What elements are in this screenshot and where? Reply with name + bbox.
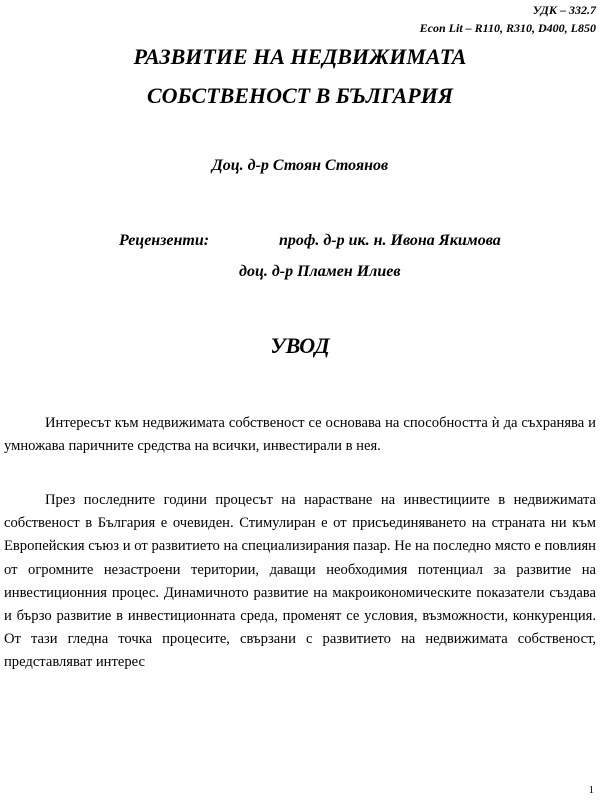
page-number: 1 [588, 784, 594, 796]
title-line-1: РАЗВИТИЕ НА НЕДВИЖИМАТА [133, 44, 467, 69]
title-line-2: СОБСТВЕНОСТ В БЪЛГАРИЯ [147, 83, 453, 108]
section-heading: УВОД [270, 333, 330, 358]
author: Доц. д-р Стоян Стоянов [211, 157, 389, 174]
reviewer-2: доц. д-р Пламен Илиев [239, 263, 401, 280]
paragraph-2: През последните години процесът на нарастване на инвестициите в недвижимата собственост в България е очевиден. Стимулиран е от присъединяването на страната ни към Европейския съюз и от развитието на специализирания пазар. Не на последно място е повлиян от огромните незастроени територии, даващи необходимия потенциал за развитие на инвестиционния процес. Динамичното развитие на макроикономическите показатели създава и бързо развитие в инвестиционната среда, променят се условия, възможности, конкуренция. От тази гледна точка процесите, свързани с развитието на недвижимата собственост, представляват интерес [4, 492, 596, 671]
paragraph-1: Интересът към недвижимата собственост се основава на способността ѝ да съхранява и умножава паричните средства на всички, инвестирали в нея. [4, 415, 596, 455]
reviewers-label: Рецензенти: [119, 232, 210, 249]
udk-code: УДК – 332.7 [532, 3, 596, 17]
reviewer-1: проф. д-р ик. н. Ивона Якимова [279, 232, 501, 249]
econlit-codes: Econ Lit – R110, R310, D400, L850 [419, 21, 596, 35]
